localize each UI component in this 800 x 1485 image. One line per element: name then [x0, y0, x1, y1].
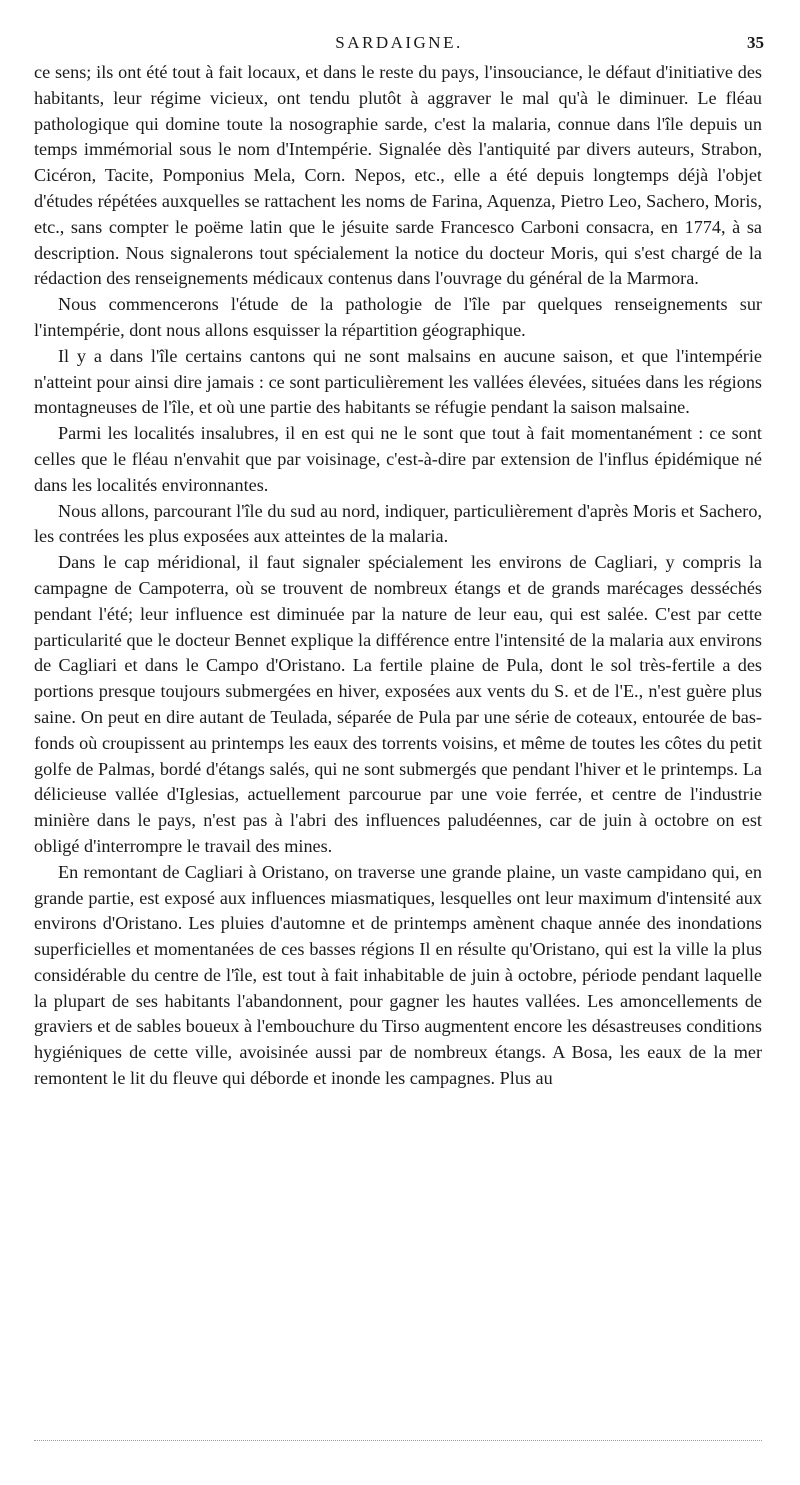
paragraph: Il y a dans l'île certains cantons qui ne sont malsains en aucune saison, et que l'intempérie n'atteint pour ainsi dire jamais : ce sont particulièrement les vallées élevées, situées dans les régions montagneuses de l'île, et où une partie des habitants se réfugie pendant la saison malsaine. [34, 345, 762, 418]
page-number: 35 [747, 33, 764, 52]
footer-rule [34, 1440, 762, 1441]
paragraph: Dans le cap méridional, il faut signaler spécialement les environs de Cagliari, y compris la campagne de Campoterra, où se trouvent de nombreux étangs et de grands marécages desséchés pendant l'été; leur influence est diminuée par la nature de leur eau, qui est salée. C'est par cette particularité que le docteur Bennet explique la différence entre l'intensité de la malaria aux environs de Cagliari et dans le Campo d'Oristano. La fertile plaine de Pula, dont le sol très-fertile a des portions presque toujours submergées en hiver, exposées aux vents du S. et de l'E., n'est guère plus saine. On peut en dire autant de Teulada, séparée de Pula par une série de coteaux, entourée de bas-fonds où croupissent au printemps les eaux des torrents voisins, et même de toutes les côtes du petit golfe de Palmas, bordé d'étangs salés, qui ne sont submergés que pendant l'hiver et le printemps. La délicieuse vallée d'Iglesias, actuellement parcourue par une voie ferrée, et centre de l'industrie minière dans le pays, n'est pas à l'abri des influences paludéennes, car de juin à octobre on est obligé d'interrompre le travail des mines. [34, 552, 762, 856]
running-head [34, 30, 764, 56]
paragraph: Nous commencerons l'étude de la pathologie de l'île par quelques renseignements sur l'intempérie, dont nous allons esquisser la répartition géographique. [34, 294, 762, 340]
body-text [34, 60, 762, 1092]
paragraph: Parmi les localités insalubres, il en est qui ne le sont que tout à fait momentanément : ce sont celles que le fléau n'envahit que par voisinage, c'est-à-dire par extension de l'influs épidémique né dans les localités environnantes. [34, 423, 762, 495]
running-title: SARDAIGNE. [335, 33, 463, 52]
paragraph: Nous allons, parcourant l'île du sud au nord, indiquer, particulièrement d'après Moris et Sachero, les contrées les plus exposées aux atteintes de la malaria. [34, 500, 762, 547]
paragraph: En remontant de Cagliari à Oristano, on traverse une grande plaine, un vaste campidano qui, en grande partie, est exposé aux influences miasmatiques, lesquelles ont leur maximum d'intensité aux environs d'Oristano. Les pluies d'automne et de printemps amènent chaque année des inondations superficielles et momentanées de ces basses régions Il en résulte qu'Oristano, qui est la ville la plus considérable du centre de l'île, est tout à fait inhabitable de juin à octobre, période pendant laquelle la plupart de ses habitants l'abandonnent, pour gagner les hautes vallées. Les amoncellements de graviers et de sables boueux à l'embouchure du Tirso augmentent encore les désastreuses conditions hygiéniques de cette ville, avoisinée aussi par de nombreux étangs. A Bosa, les eaux de la mer remontent le lit du fleuve qui déborde et inonde les campagnes. Plus au [34, 861, 762, 1089]
paragraph-continued: ce sens; ils ont été tout à fait locaux, et dans le reste du pays, l'insouciance, le défaut d'initiative des habitants, leur régime vicieux, ont tendu plutôt à aggraver le mal qu'à le diminuer. Le fléau pathologique qui domine toute la nosographie sarde, c'est la malaria, connue dans l'île depuis un temps immémorial sous le nom d'Intempérie. Signalée dès l'antiquité par divers auteurs, Strabon, Cicéron, Tacite, Pomponius Mela, Corn. Nepos, etc., elle a été depuis longtemps déjà l'objet d'études répétées auxquelles se rattachent les noms de Farina, Aquenza, Pietro Leo, Sachero, Moris, etc., sans compter le poëme latin que le jésuite sarde Francesco Carboni consacra, en 1774, à sa description. Nous signalerons tout spécialement la notice du docteur Moris, qui s'est chargé de la rédaction des renseignements médicaux contenus dans l'ouvrage du général de la Marmora. [34, 62, 762, 289]
